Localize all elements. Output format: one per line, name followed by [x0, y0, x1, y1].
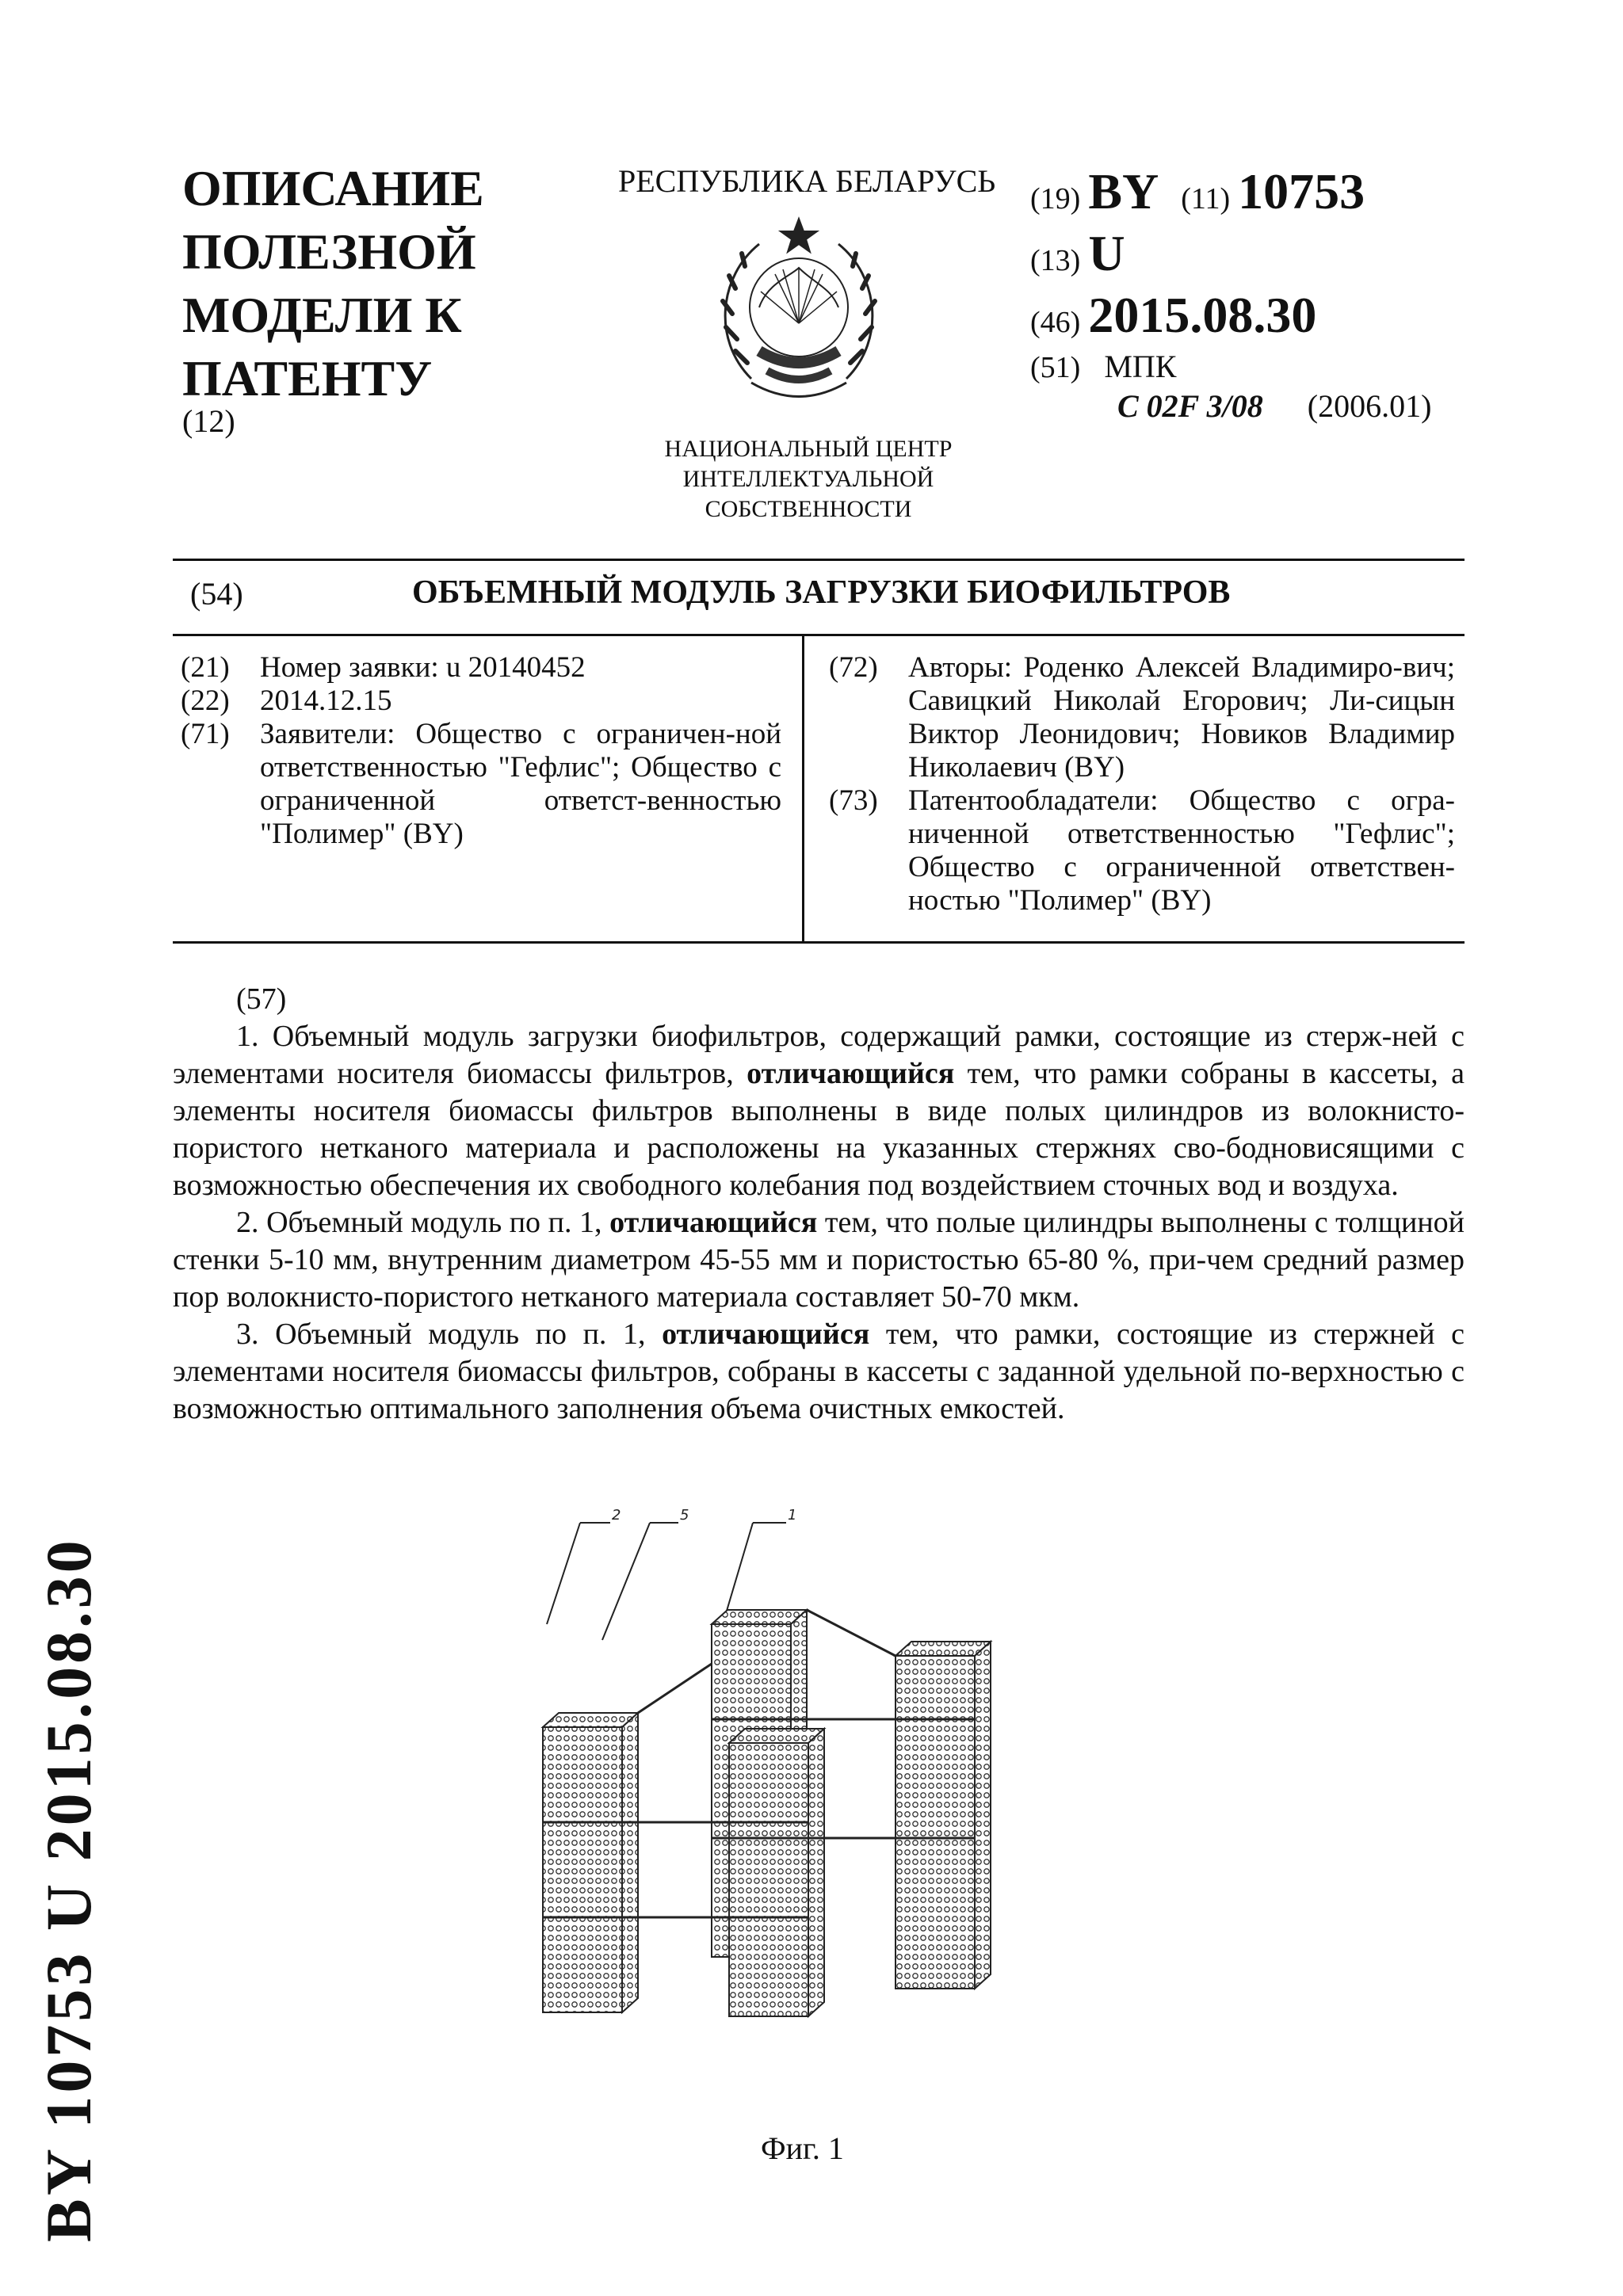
ipc-label: МПК [1104, 349, 1177, 384]
claim-text: 3. Объемный модуль по п. 1, [236, 1318, 663, 1351]
patent-number: 10753 [1238, 163, 1365, 219]
republic-label: РЕСПУБЛИКА БЕЛАРУСЬ [618, 163, 996, 199]
figure-caption: Фиг. 1 [761, 2130, 844, 2166]
abstract [173, 981, 1465, 1428]
ipc-version: (2006.01) [1307, 388, 1432, 424]
biblio-row-51 [1030, 348, 1431, 387]
applicant-column [181, 651, 781, 851]
authors-column [829, 651, 1455, 917]
code-71: (71) [181, 718, 230, 750]
claim-keyword: отличающийся [747, 1057, 955, 1090]
national-center [642, 434, 975, 524]
claim-text: тем, что рамки, состоящие из стержней с элементами носителя биомассы фильтров, собраны в кассеты с заданной удельной по-верхностью с возможностью оптимального заполнения объема очистных емкостей. [173, 1318, 1465, 1425]
claim-keyword: отличающийся [662, 1318, 870, 1351]
cassette [896, 1642, 991, 1989]
code-51: (51) [1030, 351, 1081, 384]
biblio-block [1030, 162, 1431, 427]
claim-1 [173, 1018, 1465, 1204]
cassette [729, 1729, 824, 2016]
title-line: ПАТЕНТУ [182, 350, 433, 406]
title-line: ОПИСАНИЕ [182, 160, 484, 216]
biblio-row-13 [1030, 224, 1431, 286]
claim-keyword: отличающийся [609, 1206, 818, 1239]
figure-1-drawing [539, 1505, 1141, 2020]
divider [173, 941, 1465, 944]
biblio-row-46 [1030, 286, 1431, 348]
state-emblem-icon [704, 212, 894, 418]
figure-label: 2 [612, 1507, 621, 1524]
authors: Авторы: Роденко Алексей Владимиро-вич; Савицкий Николай Егорович; Ли-сицын Виктор Леонидович; Новиков Владимир Николаевич (BY) [908, 651, 1455, 784]
kind-code: U [1088, 225, 1125, 281]
title-line: ПОЛЕЗНОЙ [182, 223, 476, 280]
claim-2 [173, 1204, 1465, 1316]
code-73: (73) [829, 784, 878, 817]
claim-text: тем, что рамки собраны в кассеты, а элементы носителя биомассы фильтров выполнены в виде полых цилиндров из волокнисто-пористого нетканого материала и расположены на указанных стержнях сво-бодновисящими с возможностью обеспечения их свободного колебания под воздействием сточных вод и воздуха. [173, 1057, 1465, 1202]
divider [173, 559, 1465, 561]
entry-73 [829, 784, 1455, 917]
claim-text: 2. Объемный модуль по п. 1, [236, 1206, 610, 1239]
ipc-class: C 02F 3/08 [1117, 388, 1263, 424]
claim-3 [173, 1316, 1465, 1428]
claim-text: тем, что полые цилиндры выполнены с толщиной стенки 5-10 мм, внутренним диаметром 45-55 мм и пористостью 65-80 %, при-чем средний размер пор волокнисто-пористого нетканого материала составляет 50-70 мкм. [173, 1206, 1465, 1314]
entry-21 [181, 651, 781, 685]
figure-label: 1 [788, 1507, 797, 1524]
divider [173, 634, 1465, 636]
code-21: (21) [181, 651, 230, 684]
figure-label: 5 [680, 1507, 689, 1524]
patent-holders: Патентообладатели: Общество с огра-ниченной ответственностью "Гефлис"; Общество с ограниченной ответствен-ностью "Полимер" (BY) [908, 784, 1455, 917]
application-number: Номер заявки: u 20140452 [260, 651, 586, 684]
country-code: BY [1088, 163, 1159, 219]
entry-71 [181, 718, 781, 851]
code-12: (12) [182, 403, 235, 439]
code-22: (22) [181, 685, 230, 717]
code-54: (54) [190, 576, 243, 612]
column-divider [802, 634, 804, 943]
code-57: (57) [236, 982, 287, 1016]
entry-72 [829, 651, 1455, 784]
cassette [543, 1713, 638, 2012]
title-line: МОДЕЛИ К [182, 287, 462, 343]
national-center-line: НАЦИОНАЛЬНЫЙ ЦЕНТР [664, 436, 953, 462]
entry-22 [181, 685, 781, 718]
ipc-row [1030, 387, 1431, 427]
code-72: (72) [829, 651, 878, 684]
publication-date: 2015.08.30 [1088, 287, 1317, 343]
filing-date: 2014.12.15 [260, 685, 392, 717]
national-center-line: ИНТЕЛЛЕКТУАЛЬНОЙ [682, 466, 934, 492]
claim-text: 1. Объемный модуль загрузки биофильтров, содержащий рамки, состоящие из стерж-ней с элементами носителя биомассы фильтров, [173, 1020, 1465, 1090]
code-19: (19) [1030, 182, 1081, 215]
document-title [182, 157, 484, 410]
applicants: Заявители: Общество с ограничен-ной ответственностью "Гефлис"; Общество с ограниченной ответст-венностью "Полимер" (BY) [260, 718, 781, 850]
invention-title: ОБЪЕМНЫЙ МОДУЛЬ ЗАГРУЗКИ БИОФИЛЬТРОВ [412, 574, 1231, 611]
code-11: (11) [1181, 182, 1231, 215]
code-13: (13) [1030, 244, 1081, 277]
code-46: (46) [1030, 306, 1081, 339]
side-document-id: BY 10753 U 2015.08.30 [32, 1537, 105, 2242]
biblio-row-19 [1030, 162, 1431, 224]
national-center-line: СОБСТВЕННОСТИ [705, 496, 912, 522]
